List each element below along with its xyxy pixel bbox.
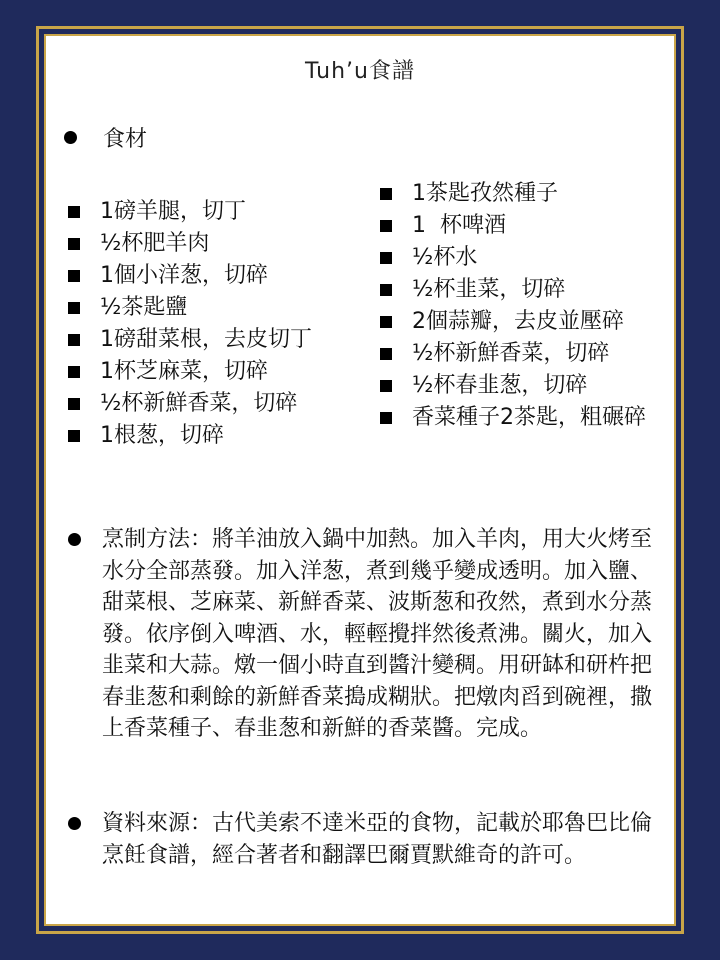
list-item [66, 388, 346, 420]
square-bullet-icon [380, 220, 392, 232]
ingredient-text: ½茶匙鹽 [100, 295, 188, 320]
list-item [378, 274, 648, 306]
bullet-circle-icon [68, 533, 81, 546]
ingredient-text: ½杯新鮮香菜，切碎 [412, 341, 610, 366]
recipe-card [44, 34, 676, 926]
ingredient-text: 1茶匙孜然種子 [412, 181, 558, 206]
ingredients-left-column [66, 196, 346, 452]
ingredient-text: 2個蒜瓣，去皮並壓碎 [412, 309, 624, 334]
square-bullet-icon [380, 348, 392, 360]
square-bullet-icon [380, 412, 392, 424]
square-bullet-icon [380, 316, 392, 328]
bullet-circle-icon [64, 131, 77, 144]
page-title: Tuh’u食譜 [305, 59, 415, 84]
method-text: 烹制方法：將羊油放入鍋中加熱。加入羊肉，用大火烤至水分全部蒸發。加入洋葱，煮到幾乎變成透明。加入鹽、甜菜根、芝麻菜、新鮮香菜、波斯葱和孜然，煮到水分蒸發。依序倒入啤酒、水，輕輕攪拌然後煮沸。關火，加入韭菜和大蒜。燉一個小時直到醬汁變稠。用研缽和研杵把春韭葱和剩餘的新鮮香菜搗成糊狀。把燉肉舀到碗裡，撒上香菜種子、春韭葱和新鮮的香菜醬。完成。 [102, 527, 653, 741]
list-item [378, 306, 648, 338]
square-bullet-icon [68, 398, 80, 410]
ingredients-heading [64, 122, 147, 153]
square-bullet-icon [380, 380, 392, 392]
list-item [66, 196, 346, 228]
ingredient-text: ½杯韭菜，切碎 [412, 277, 566, 302]
square-bullet-icon [68, 270, 80, 282]
ingredient-text: ½杯肥羊肉 [100, 231, 210, 256]
list-item [66, 292, 346, 324]
ingredient-text: 1根葱，切碎 [100, 423, 224, 448]
list-item [378, 178, 648, 210]
list-item [66, 260, 346, 292]
list-item [66, 420, 346, 452]
ingredient-text: 1個小洋葱，切碎 [100, 263, 268, 288]
ingredient-text: ½杯春韭葱，切碎 [412, 373, 588, 398]
square-bullet-icon [68, 430, 80, 442]
list-item [378, 370, 648, 402]
ingredients-heading-label: 食材 [103, 127, 148, 152]
source-text: 資料來源：古代美索不達米亞的食物，記載於耶魯巴比倫烹飪食譜，經合著者和翻譯巴爾賈默維奇的許可。 [102, 811, 653, 868]
list-item [378, 338, 648, 370]
square-bullet-icon [68, 366, 80, 378]
list-item [66, 228, 346, 260]
ingredient-text: 1杯芝麻菜，切碎 [100, 359, 268, 384]
source-paragraph [64, 808, 664, 871]
ingredient-text: 1磅甜菜根，去皮切丁 [100, 327, 312, 352]
square-bullet-icon [68, 302, 80, 314]
list-item [378, 402, 648, 434]
list-item [66, 356, 346, 388]
ingredient-text: 1 杯啤酒 [412, 213, 506, 238]
square-bullet-icon [68, 206, 80, 218]
square-bullet-icon [68, 238, 80, 250]
square-bullet-icon [68, 334, 80, 346]
ingredient-text: ½杯水 [412, 245, 478, 270]
ingredient-text: 1磅羊腿，切丁 [100, 199, 246, 224]
method-paragraph [64, 524, 664, 745]
ingredient-text: 香菜種子2茶匙，粗碾碎 [412, 405, 646, 430]
ingredient-text: ½杯新鮮香菜，切碎 [100, 391, 298, 416]
ingredients-right-column [378, 178, 648, 434]
bullet-circle-icon [68, 817, 81, 830]
list-item [66, 324, 346, 356]
square-bullet-icon [380, 284, 392, 296]
square-bullet-icon [380, 252, 392, 264]
list-item [378, 210, 648, 242]
list-item [378, 242, 648, 274]
square-bullet-icon [380, 188, 392, 200]
